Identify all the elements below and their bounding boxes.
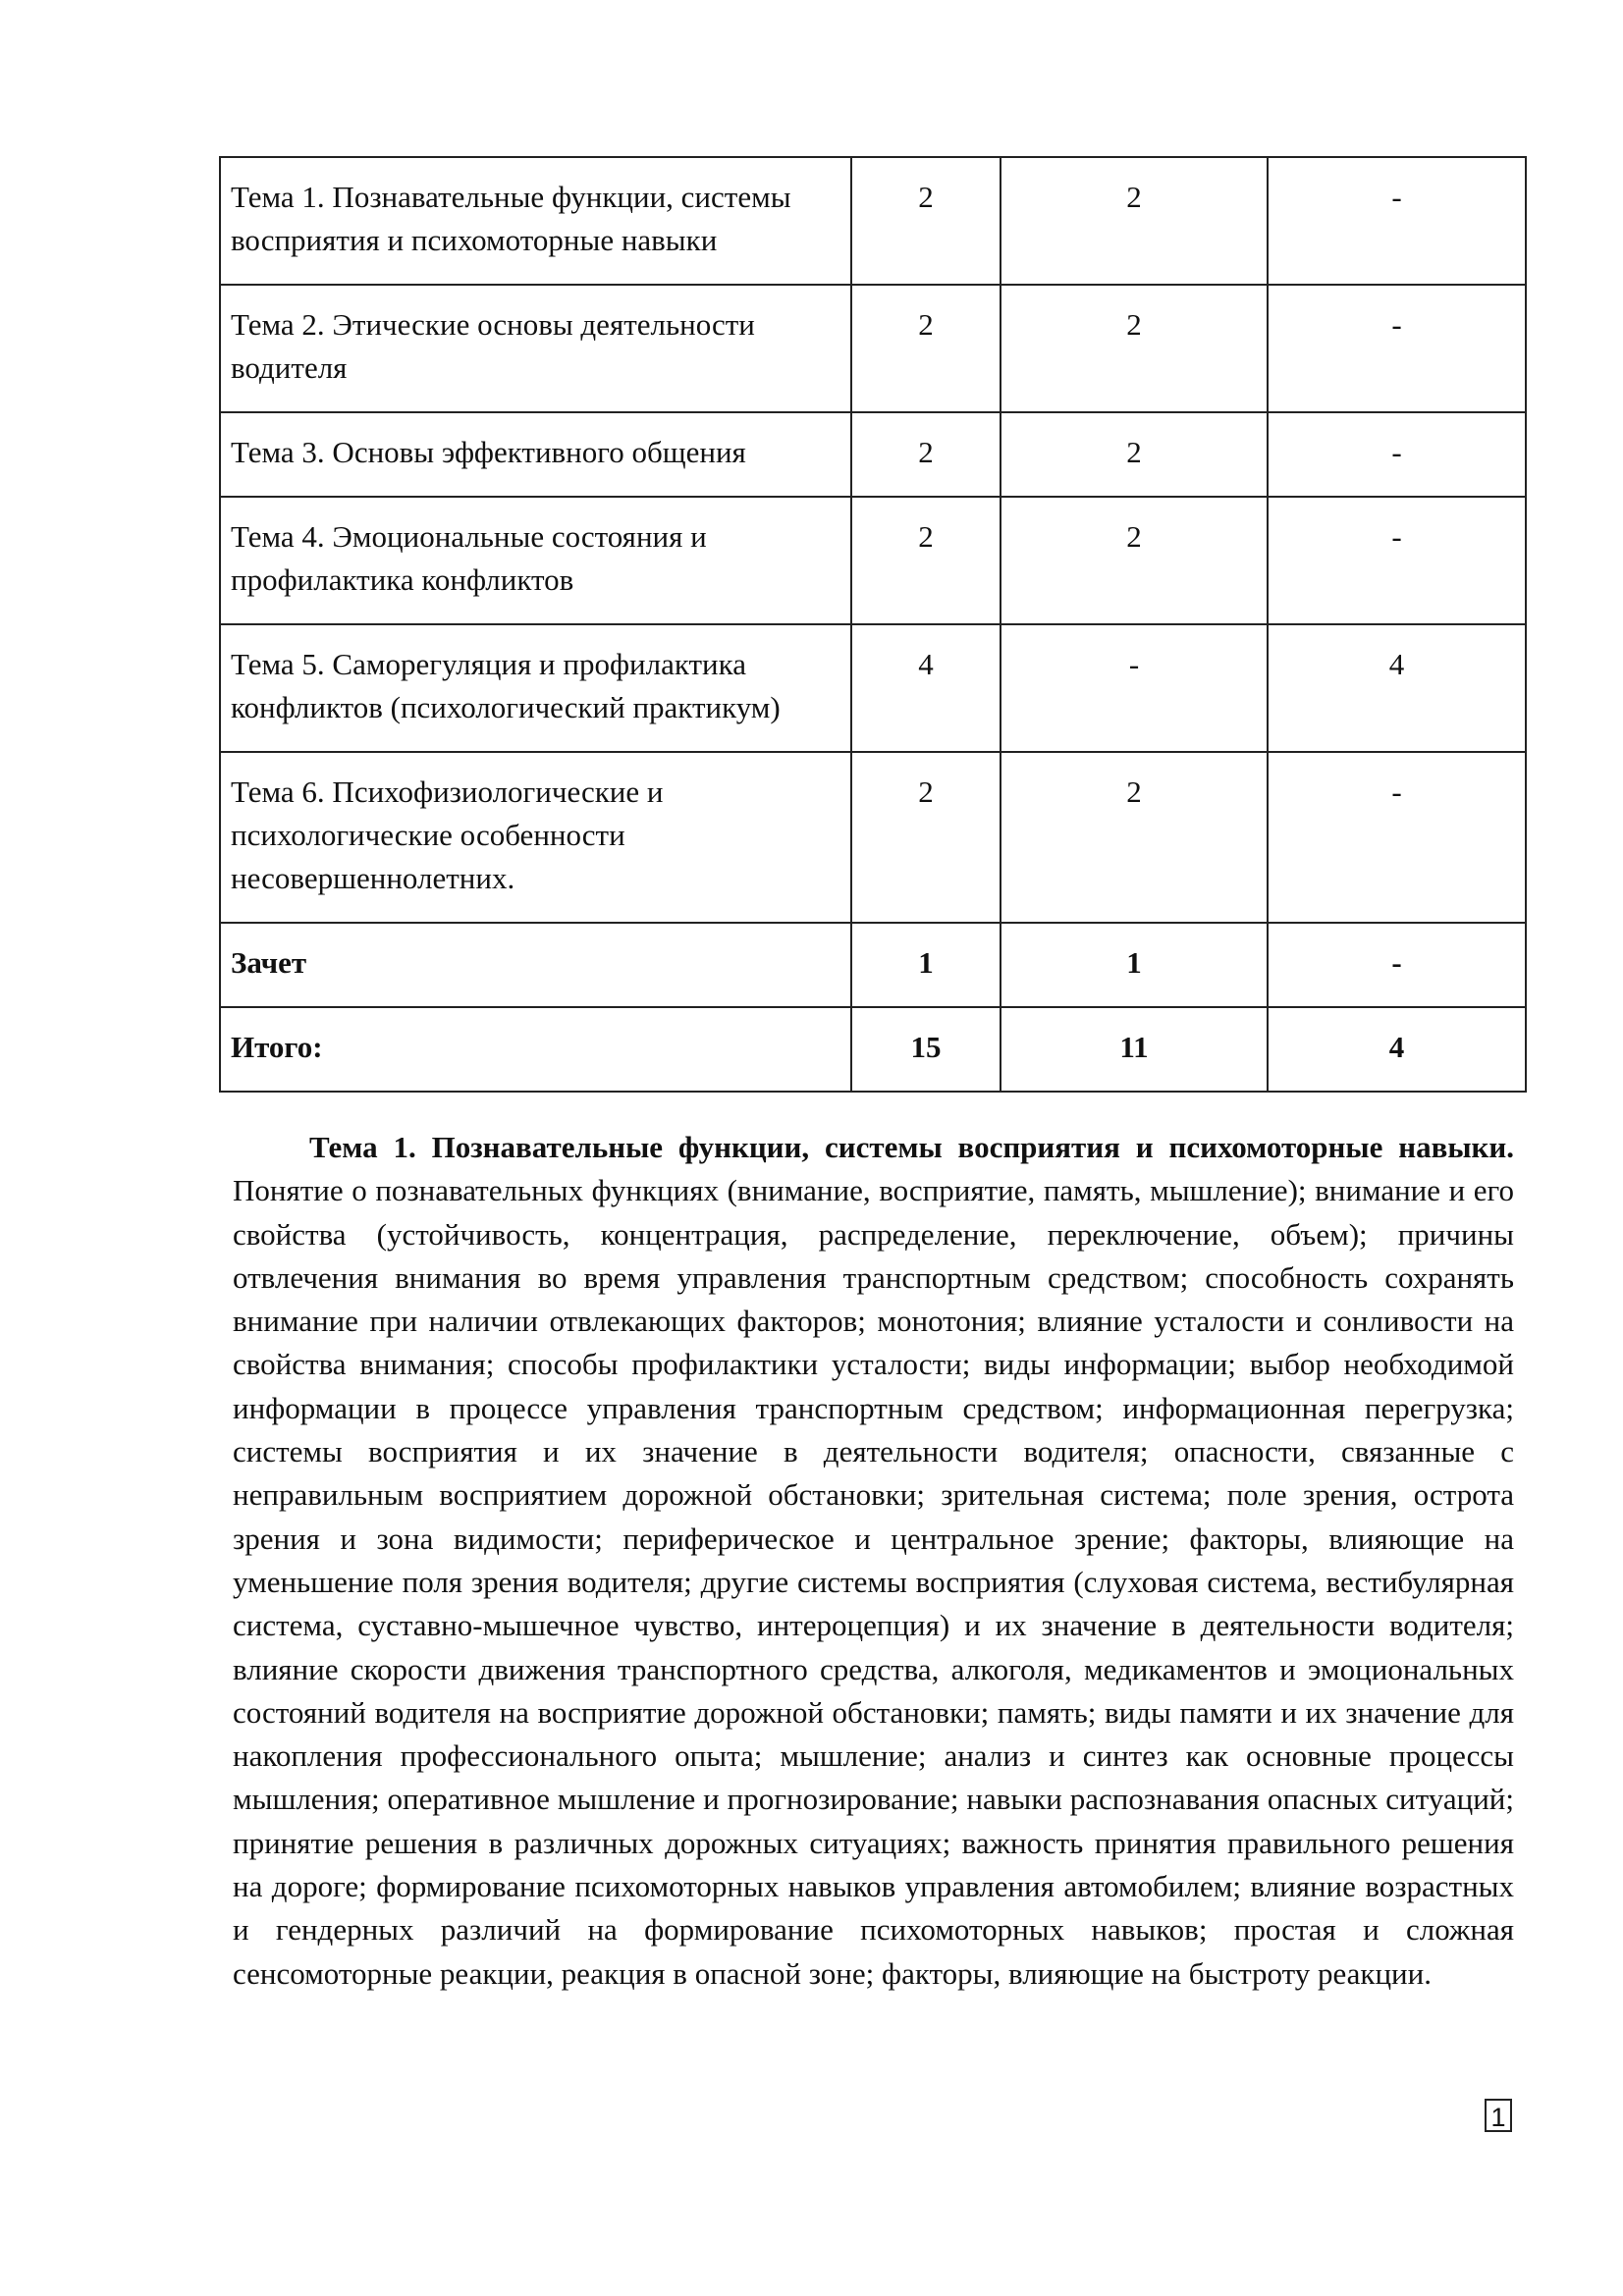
- table-row-total: [220, 1007, 1526, 1092]
- total-hours-cell: 2: [851, 497, 1001, 624]
- table-row: [220, 157, 1526, 285]
- table-row: [220, 412, 1526, 497]
- practice-hours-cell: -: [1268, 285, 1526, 412]
- topic-1-body: Понятие о познавательных функциях (внимание, восприятие, память, мышление); внимание и его свойства (устойчивость, концентрация, распределение, переключение, объем); причины отвлечения внимания во время управления транспортным средством; способность сохранять внимание при наличии отвлекающих факторов; монотония; влияние усталости и сонливости на свойства внимания; способы профилактики усталости; виды информации; выбор необходимой информации в процессе управления транспортным средством; информационная перегрузка; системы восприятия и их значение в деятельности водителя; опасности, связанные с неправильным восприятием дорожной обстановки; зрительная система; поле зрения, острота зрения и зона видимости; периферическое и центральное зрение; факторы, влияющие на уменьшение поля зрения водителя; другие системы восприятия (слуховая система, вестибулярная система, суставно-мышечное чувство, интероцепция) и их значение в деятельности водителя; влияние скорости движения транспортного средства, алкоголя, медикаментов и эмоциональных состояний водителя на восприятие дорожной обстановки; память; виды памяти и их значение для накопления профессионального опыта; мышление; анализ и синтез как основные процессы мышления; оперативное мышление и прогнозирование; навыки распознавания опасных ситуаций; принятие решения в различных дорожных ситуациях; важность принятия правильного решения на дороге; формирование психомоторных навыков управления автомобилем; влияние возрастных и гендерных различий на формирование психомоторных навыков; простая и сложная сенсомоторные реакции, реакция в опасной зоне; факторы, влияющие на быстроту реакции.: [233, 1173, 1514, 1991]
- topic-1-heading: Тема 1. Познавательные функции, системы восприятия и психомоторные навыки.: [309, 1130, 1514, 1164]
- total-hours-cell: 1: [851, 923, 1001, 1007]
- topic-name-cell: Тема 6. Психофизиологические и психологические особенности несовершеннолетних.: [220, 752, 851, 923]
- theory-hours-cell: 11: [1001, 1007, 1268, 1092]
- practice-hours-cell: 4: [1268, 1007, 1526, 1092]
- theory-hours-cell: 2: [1001, 752, 1268, 923]
- theory-hours-cell: 1: [1001, 923, 1268, 1007]
- topic-name-cell: Итого:: [220, 1007, 851, 1092]
- practice-hours-cell: -: [1268, 923, 1526, 1007]
- topic-name-cell: Зачет: [220, 923, 851, 1007]
- table-row-exam: [220, 923, 1526, 1007]
- topic-name-cell: Тема 3. Основы эффективного общения: [220, 412, 851, 497]
- practice-hours-cell: -: [1268, 752, 1526, 923]
- table-row: [220, 285, 1526, 412]
- practice-hours-cell: -: [1268, 497, 1526, 624]
- theory-hours-cell: 2: [1001, 412, 1268, 497]
- total-hours-cell: 2: [851, 157, 1001, 285]
- total-hours-cell: 4: [851, 624, 1001, 752]
- theory-hours-cell: 2: [1001, 157, 1268, 285]
- total-hours-cell: 2: [851, 412, 1001, 497]
- topic-name-cell: Тема 4. Эмоциональные состояния и профилактика конфликтов: [220, 497, 851, 624]
- topic-name-cell: Тема 2. Этические основы деятельности водителя: [220, 285, 851, 412]
- topic-name-cell: Тема 1. Познавательные функции, системы восприятия и психомоторные навыки: [220, 157, 851, 285]
- table-row: [220, 624, 1526, 752]
- practice-hours-cell: -: [1268, 412, 1526, 497]
- theory-hours-cell: 2: [1001, 497, 1268, 624]
- table-row: [220, 752, 1526, 923]
- total-hours-cell: 2: [851, 752, 1001, 923]
- theory-hours-cell: -: [1001, 624, 1268, 752]
- page-number: 1: [1485, 2099, 1512, 2132]
- topics-hours-table: [219, 156, 1527, 1093]
- topic-name-cell: Тема 5. Саморегуляция и профилактика конфликтов (психологический практикум): [220, 624, 851, 752]
- practice-hours-cell: 4: [1268, 624, 1526, 752]
- total-hours-cell: 15: [851, 1007, 1001, 1092]
- topic-1-description: [233, 1126, 1514, 1996]
- table-row: [220, 497, 1526, 624]
- total-hours-cell: 2: [851, 285, 1001, 412]
- practice-hours-cell: -: [1268, 157, 1526, 285]
- theory-hours-cell: 2: [1001, 285, 1268, 412]
